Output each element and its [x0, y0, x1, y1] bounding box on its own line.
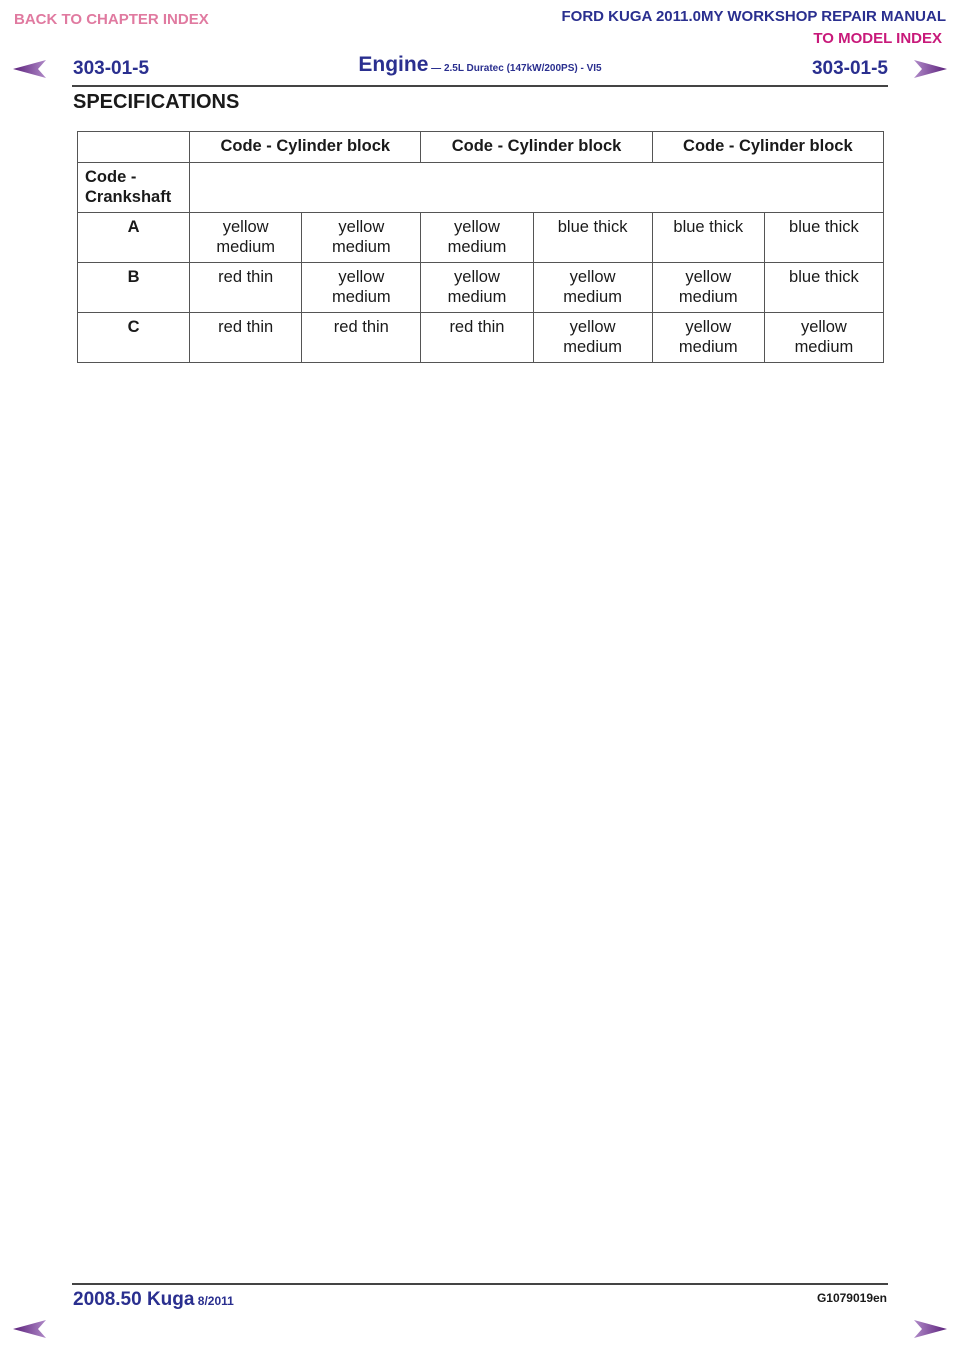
footer-rule	[72, 1283, 888, 1285]
empty-corner-cell	[78, 132, 190, 163]
manual-title: FORD KUGA 2011.0MY WORKSHOP REPAIR MANUAL	[561, 8, 946, 25]
section-subtitle: — 2.5L Duratec (147kW/200PS) - VI5	[428, 63, 602, 74]
header-rule	[72, 85, 888, 87]
page-number-left: 303-01-5	[73, 58, 150, 79]
subsection-title: SPECIFICATIONS	[73, 91, 240, 113]
table-header-row	[78, 132, 884, 163]
table-cell: yellow medium	[421, 263, 533, 313]
footer-document-code: G1079019en	[816, 1291, 887, 1305]
table-row	[78, 313, 884, 363]
column-header: Code - Cylinder block	[421, 132, 652, 163]
row-code: A	[78, 213, 190, 263]
empty-span-cell	[190, 163, 884, 213]
footer-date: 8/2011	[194, 1294, 234, 1308]
table-cell: blue thick	[764, 213, 883, 263]
table-cell: yellow medium	[190, 213, 302, 263]
arrow-right-icon[interactable]	[912, 1318, 948, 1340]
table-cell: red thin	[190, 263, 302, 313]
crankshaft-label-row	[78, 163, 884, 213]
table-cell: blue thick	[764, 263, 883, 313]
footer-model-name: 2008.50 Kuga	[73, 1289, 195, 1310]
column-header: Code - Cylinder block	[190, 132, 421, 163]
crankshaft-bearing-table	[77, 131, 884, 363]
column-header: Code - Cylinder block	[652, 132, 883, 163]
table-cell: blue thick	[652, 213, 764, 263]
row-label-header: Code - Crankshaft	[78, 163, 190, 213]
table-cell: yellow medium	[764, 313, 883, 363]
table-cell: red thin	[302, 313, 421, 363]
footer-model	[73, 1289, 234, 1311]
back-to-chapter-index-link[interactable]: BACK TO CHAPTER INDEX	[14, 11, 209, 28]
table-cell: yellow medium	[302, 263, 421, 313]
table-cell: yellow medium	[652, 313, 764, 363]
table-cell: yellow medium	[421, 213, 533, 263]
row-code: C	[78, 313, 190, 363]
table-cell: yellow medium	[652, 263, 764, 313]
table-cell: blue thick	[533, 213, 652, 263]
row-code: B	[78, 263, 190, 313]
table-row	[78, 213, 884, 263]
table-cell: yellow medium	[533, 313, 652, 363]
to-model-index-link[interactable]: TO MODEL INDEX	[813, 30, 942, 47]
table-cell: red thin	[190, 313, 302, 363]
table-cell: yellow medium	[533, 263, 652, 313]
section-main-title: Engine	[358, 53, 429, 76]
page-number-right: 303-01-5	[811, 58, 888, 79]
table-row	[78, 263, 884, 313]
table-cell: red thin	[421, 313, 533, 363]
table-cell: yellow medium	[302, 213, 421, 263]
arrow-left-icon[interactable]	[12, 1318, 48, 1340]
